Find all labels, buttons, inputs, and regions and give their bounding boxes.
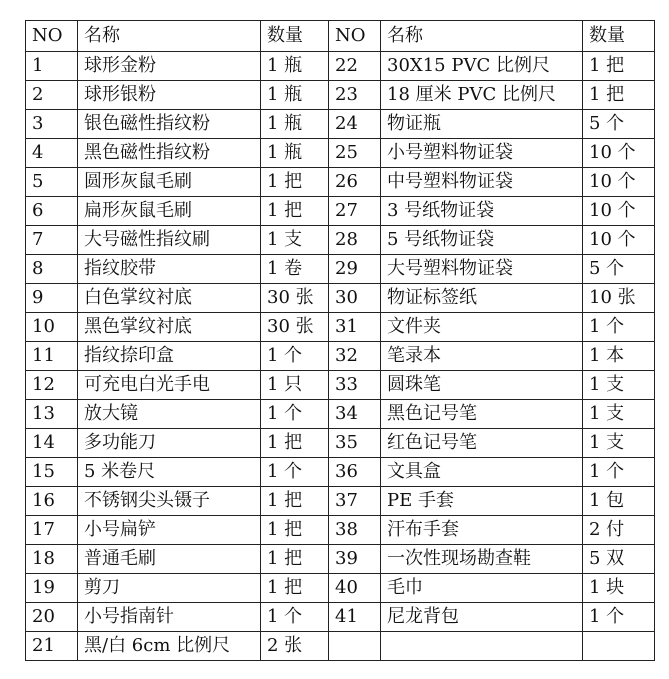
cell-qty: 1 把 [261,516,329,545]
cell-no: 11 [26,342,78,371]
table-row [26,168,655,197]
cell-qty: 1 瓶 [261,52,329,81]
cell-name: 黑/白 6cm 比例尺 [78,632,261,661]
cell-no: 5 [26,168,78,197]
table-row [26,52,655,81]
cell-no: 40 [329,574,381,603]
cell-qty: 1 把 [261,487,329,516]
cell-name: 大号磁性指纹刷 [78,226,261,255]
table-row [26,342,655,371]
cell-qty: 1 把 [583,81,655,110]
cell-qty: 1 卷 [261,255,329,284]
table-row [26,284,655,313]
cell-name: 文具盒 [381,458,583,487]
cell-no: 32 [329,342,381,371]
cell-name: 毛巾 [381,574,583,603]
cell-qty: 2 付 [583,516,655,545]
cell-name: 物证标签纸 [381,284,583,313]
cell-qty: 1 支 [583,371,655,400]
cell-no: 39 [329,545,381,574]
cell-name: 指纹胶带 [78,255,261,284]
cell-qty: 1 个 [261,458,329,487]
cell-qty: 1 个 [261,342,329,371]
cell-no: 27 [329,197,381,226]
table-row [26,139,655,168]
cell-qty: 5 双 [583,545,655,574]
table-row [26,197,655,226]
table-row [26,110,655,139]
cell-name: 3 号纸物证袋 [381,197,583,226]
table-row [26,226,655,255]
cell-qty: 1 把 [261,197,329,226]
header-row [26,21,655,52]
cell-no: 22 [329,52,381,81]
cell-name: 笔录本 [381,342,583,371]
cell-name: 18 厘米 PVC 比例尺 [381,81,583,110]
cell-qty: 30 张 [261,284,329,313]
cell-qty: 5 个 [583,255,655,284]
table-row [26,603,655,632]
cell-no: 35 [329,429,381,458]
cell-qty: 1 把 [583,52,655,81]
cell-no: 31 [329,313,381,342]
cell-name: 白色掌纹衬底 [78,284,261,313]
cell-qty: 1 瓶 [261,81,329,110]
header-qty-left: 数量 [261,21,329,52]
cell-name: 普通毛刷 [78,545,261,574]
cell-name: 中号塑料物证袋 [381,168,583,197]
cell-qty: 1 个 [261,400,329,429]
cell-name: 小号扁铲 [78,516,261,545]
cell-name: 球形金粉 [78,52,261,81]
cell-name: 放大镜 [78,400,261,429]
cell-no: 8 [26,255,78,284]
cell-no: 36 [329,458,381,487]
cell-qty: 10 个 [583,226,655,255]
cell-name: 5 号纸物证袋 [381,226,583,255]
cell-qty: 1 支 [261,226,329,255]
cell-no: 29 [329,255,381,284]
table-row [26,632,655,661]
cell-name: 多功能刀 [78,429,261,458]
cell-name: 指纹捺印盒 [78,342,261,371]
cell-name: 扁形灰鼠毛刷 [78,197,261,226]
cell-qty: 1 包 [583,487,655,516]
cell-no: 7 [26,226,78,255]
cell-name: 5 米卷尺 [78,458,261,487]
cell-no: 14 [26,429,78,458]
cell-name: 红色记号笔 [381,429,583,458]
cell-no: 16 [26,487,78,516]
cell-name: 黑色磁性指纹粉 [78,139,261,168]
cell-qty: 1 支 [583,429,655,458]
cell-no [329,632,381,661]
cell-no: 18 [26,545,78,574]
cell-name: 小号指南针 [78,603,261,632]
cell-no: 37 [329,487,381,516]
cell-no: 2 [26,81,78,110]
cell-name: 物证瓶 [381,110,583,139]
cell-qty: 1 把 [261,429,329,458]
table-body [26,52,655,661]
cell-name: 圆珠笔 [381,371,583,400]
cell-name: 黑色记号笔 [381,400,583,429]
table-row [26,400,655,429]
header-qty-right: 数量 [583,21,655,52]
cell-name: 可充电白光手电 [78,371,261,400]
cell-no: 13 [26,400,78,429]
cell-no: 1 [26,52,78,81]
cell-qty: 1 瓶 [261,139,329,168]
table-row [26,574,655,603]
cell-qty: 5 个 [583,110,655,139]
cell-name: 一次性现场勘查鞋 [381,545,583,574]
cell-no: 10 [26,313,78,342]
table-row [26,516,655,545]
table-row [26,371,655,400]
cell-name: 银色磁性指纹粉 [78,110,261,139]
cell-qty: 1 把 [261,168,329,197]
cell-no: 21 [26,632,78,661]
cell-no: 9 [26,284,78,313]
header-no-right: NO [329,21,381,52]
cell-no: 33 [329,371,381,400]
cell-no: 23 [329,81,381,110]
cell-no: 24 [329,110,381,139]
table-row [26,458,655,487]
cell-no: 30 [329,284,381,313]
equipment-table [25,20,655,661]
cell-no: 38 [329,516,381,545]
cell-no: 25 [329,139,381,168]
cell-qty: 2 张 [261,632,329,661]
header-no-left: NO [26,21,78,52]
header-name-left: 名称 [78,21,261,52]
cell-qty: 1 瓶 [261,110,329,139]
cell-no: 28 [329,226,381,255]
cell-qty: 1 把 [261,574,329,603]
table-row [26,313,655,342]
table-row [26,429,655,458]
cell-no: 26 [329,168,381,197]
cell-name: PE 手套 [381,487,583,516]
cell-name: 文件夹 [381,313,583,342]
cell-qty: 10 个 [583,139,655,168]
cell-qty: 1 个 [583,458,655,487]
cell-qty [583,632,655,661]
cell-name: 尼龙背包 [381,603,583,632]
cell-qty: 1 个 [261,603,329,632]
cell-no: 4 [26,139,78,168]
cell-qty: 1 本 [583,342,655,371]
table-row [26,255,655,284]
cell-qty: 1 个 [583,603,655,632]
cell-qty: 1 个 [583,313,655,342]
cell-name: 圆形灰鼠毛刷 [78,168,261,197]
cell-no: 34 [329,400,381,429]
cell-name: 30X15 PVC 比例尺 [381,52,583,81]
cell-name: 小号塑料物证袋 [381,139,583,168]
cell-no: 3 [26,110,78,139]
cell-name: 大号塑料物证袋 [381,255,583,284]
table-row [26,487,655,516]
cell-qty: 1 块 [583,574,655,603]
cell-qty: 1 把 [261,545,329,574]
cell-no: 41 [329,603,381,632]
cell-no: 6 [26,197,78,226]
cell-name: 球形银粉 [78,81,261,110]
cell-name [381,632,583,661]
cell-qty: 10 个 [583,168,655,197]
cell-name: 汗布手套 [381,516,583,545]
table-row [26,545,655,574]
cell-qty: 30 张 [261,313,329,342]
cell-no: 12 [26,371,78,400]
table-row [26,81,655,110]
cell-no: 19 [26,574,78,603]
cell-qty: 10 个 [583,197,655,226]
cell-no: 20 [26,603,78,632]
cell-no: 15 [26,458,78,487]
header-name-right: 名称 [381,21,583,52]
cell-qty: 1 只 [261,371,329,400]
cell-qty: 1 支 [583,400,655,429]
cell-name: 不锈钢尖头镊子 [78,487,261,516]
equipment-list [25,20,655,661]
cell-name: 黑色掌纹衬底 [78,313,261,342]
cell-name: 剪刀 [78,574,261,603]
cell-no: 17 [26,516,78,545]
cell-qty: 10 张 [583,284,655,313]
